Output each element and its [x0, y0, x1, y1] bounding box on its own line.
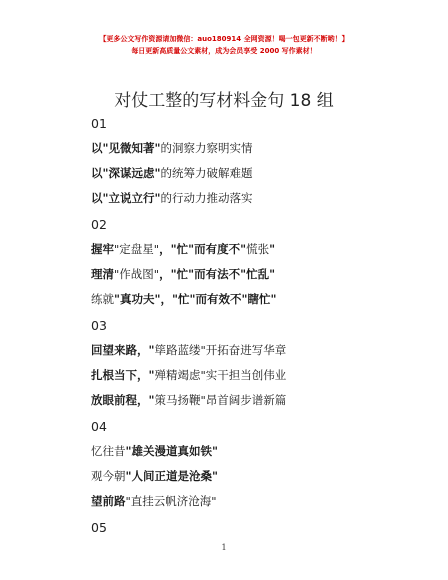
phrase-line — [91, 338, 421, 363]
phrase-segment: ，" — [137, 343, 155, 357]
phrase-segment: 以"见微知著" — [91, 141, 161, 155]
phrase-segment: 理清 — [91, 267, 114, 281]
phrase-segment: 回望来路 — [91, 343, 137, 357]
phrase-segment: ，"忙"而有度不" — [159, 242, 247, 256]
phrase-line — [91, 489, 421, 514]
section-number: 01 — [91, 116, 107, 131]
phrase-segment: 扎根当下 — [91, 368, 137, 382]
phrase-segment: 望前路 — [91, 494, 126, 508]
phrase-segment: "作战图" — [114, 267, 160, 281]
promo-banner — [0, 33, 448, 57]
section-number: 05 — [91, 520, 107, 535]
phrase-segment: "人间正道是沧桑" — [125, 469, 218, 483]
section-number: 02 — [91, 217, 107, 232]
phrase-segment: " — [269, 242, 276, 256]
phrase-segment: 忆往昔 — [91, 444, 126, 458]
phrase-segment: 观今朝 — [91, 469, 126, 483]
phrase-segment: 的行动力推动落实 — [160, 191, 253, 205]
phrase-segment: "雄关漫道真如铁" — [125, 444, 218, 458]
phrase-segment: "直挂云帆济沧海" — [125, 494, 217, 508]
phrase-line — [91, 186, 421, 211]
phrase-line — [91, 161, 421, 186]
promo-line-2: 每日更新高质量公文素材，成为会员享受 2000 写作素材！ — [131, 47, 317, 55]
phrase-line — [91, 464, 421, 489]
phrase-segment: ，" — [137, 368, 155, 382]
section-number: 04 — [91, 419, 107, 434]
phrase-segment: 的统筹力破解难题 — [160, 166, 253, 180]
phrase-line — [91, 287, 421, 312]
promo-line-1: 【更多公文写作资源请加微信：auo180914 全网资源！喝一包更新不断哟！】 — [99, 35, 349, 43]
phrase-segment: ，"忙"而有效不"瞎忙" — [160, 292, 277, 306]
phrase-segment: 练就 — [91, 292, 114, 306]
phrase-line — [91, 237, 421, 262]
phrase-line — [91, 136, 421, 161]
phrase-segment: "定盘星" — [114, 242, 160, 256]
phrase-line — [91, 363, 421, 388]
phrase-segment: 以"深谋远虑" — [91, 166, 161, 180]
phrase-line — [91, 439, 421, 464]
document-body — [91, 110, 421, 540]
phrase-segment: "真功夫" — [114, 292, 161, 306]
phrase-segment: 以"立说立行" — [91, 191, 161, 205]
phrase-segment: 放眼前程 — [91, 393, 137, 407]
phrase-segment: ，"忙"而有法不"忙乱" — [159, 267, 276, 281]
phrase-segment: 筚路蓝缕"开拓奋进写华章 — [154, 343, 287, 357]
phrase-segment: ，" — [137, 393, 155, 407]
phrase-segment: 殚精竭虑"实干担当创伟业 — [154, 368, 287, 382]
section-number: 03 — [91, 318, 107, 333]
phrase-segment: 的洞察力察明实情 — [160, 141, 253, 155]
phrase-line — [91, 262, 421, 287]
phrase-line — [91, 388, 421, 413]
phrase-segment: 握牢 — [91, 242, 114, 256]
document-title: 对仗工整的写材料金句 18 组 — [114, 91, 334, 111]
page-number: 1 — [221, 543, 227, 552]
phrase-segment: 策马扬鞭"昂首阔步谱新篇 — [154, 393, 287, 407]
phrase-segment: 慌张 — [246, 242, 270, 256]
